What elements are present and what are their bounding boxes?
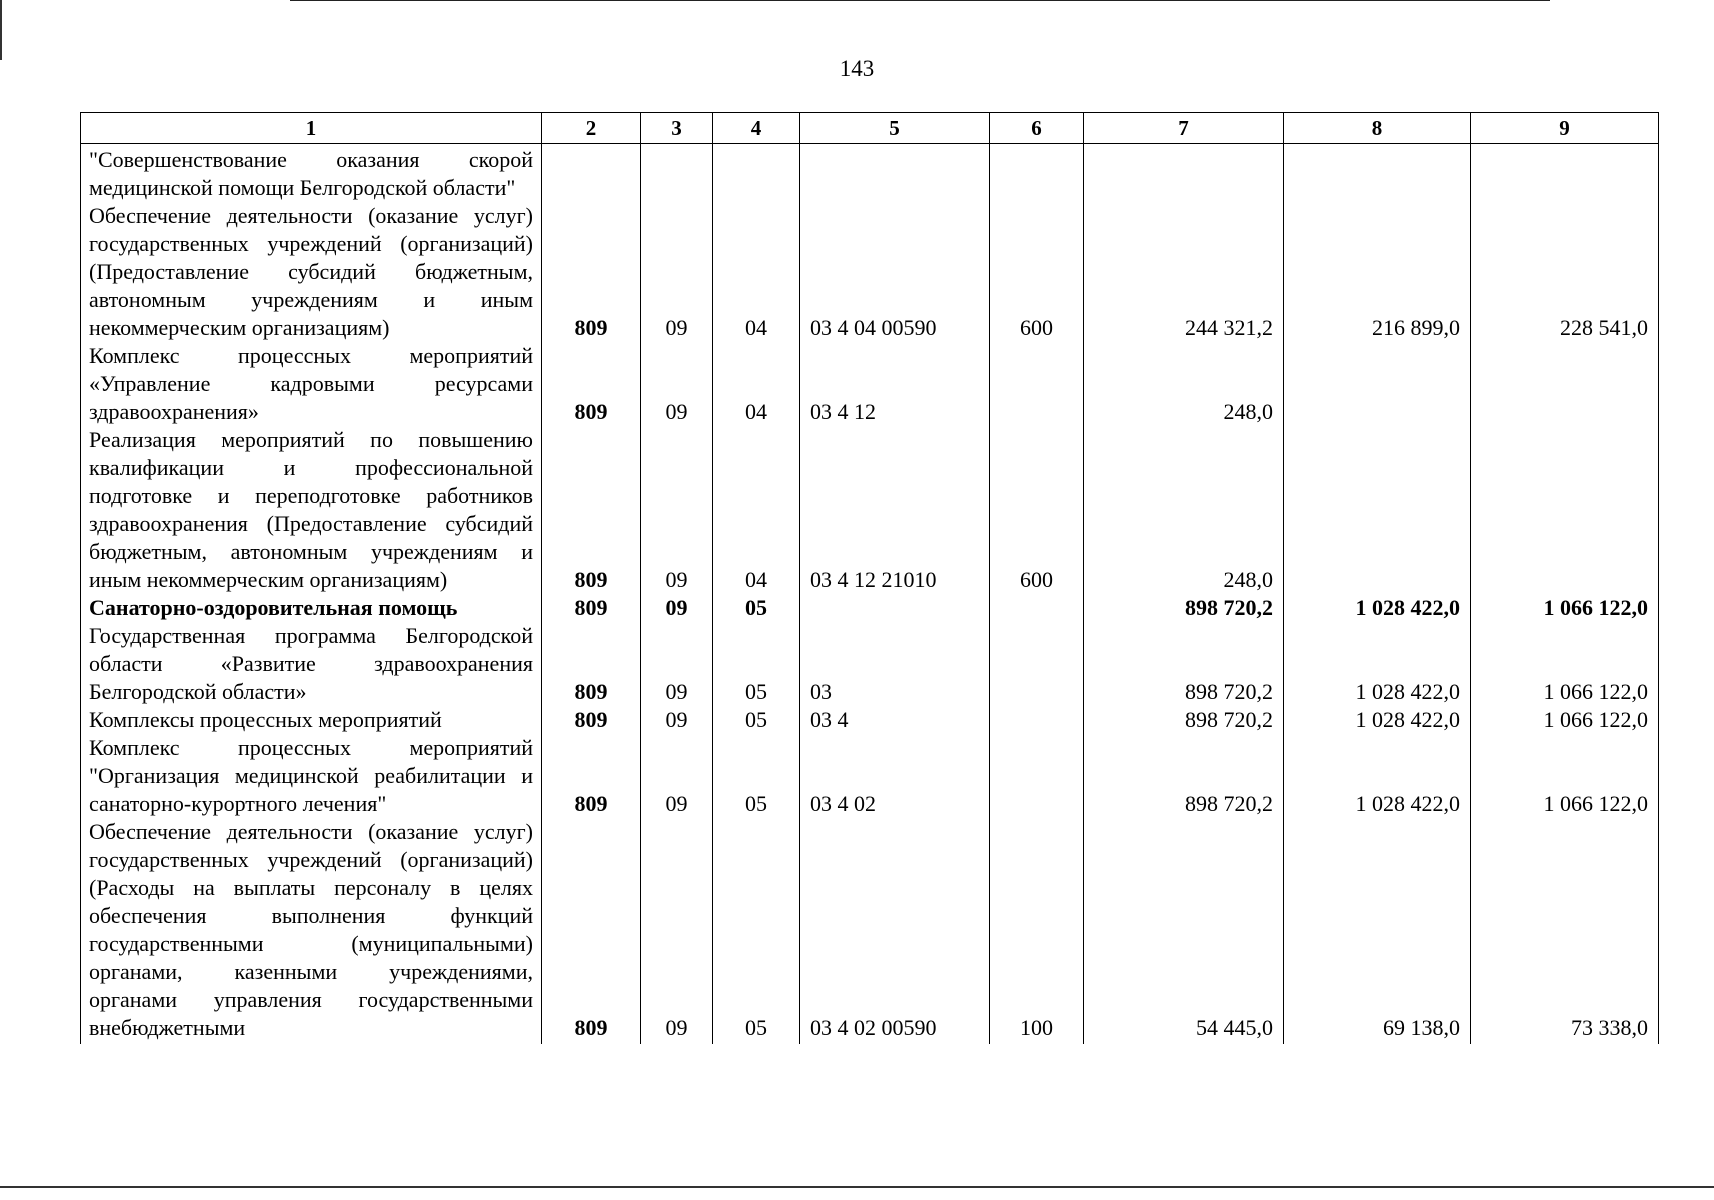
cell-amount-year2 — [1284, 342, 1471, 426]
budget-table — [80, 112, 1659, 1044]
cell-name: Комплексы процессных мероприятий — [81, 706, 542, 734]
cell-section: 09 — [641, 734, 713, 818]
cell-amount-year1 — [1084, 144, 1284, 203]
cell-section — [641, 144, 713, 203]
table-row — [81, 144, 1659, 203]
cell-subsection: 05 — [713, 622, 800, 706]
cell-amount-year2: 1 028 422,0 — [1284, 706, 1471, 734]
cell-subsection: 05 — [713, 734, 800, 818]
col-header-2: 2 — [542, 113, 641, 144]
header-row — [81, 113, 1659, 144]
cell-section: 09 — [641, 706, 713, 734]
cell-subsection: 05 — [713, 818, 800, 1044]
cell-amount-year1: 244 321,2 — [1084, 202, 1284, 342]
cell-target-article: 03 4 — [800, 706, 990, 734]
cell-expense-type — [990, 594, 1084, 622]
table-row — [81, 426, 1659, 594]
cell-amount-year3: 1 066 122,0 — [1471, 706, 1659, 734]
scan-edge-bottom — [0, 1186, 1714, 1188]
cell-name: Обеспечение деятельности (оказание услуг) государственных учреждений (организаций) (Расходы на выплаты персоналу в целях обеспечения выполнения функций государственными (муниципальными) органами, казенными учреждениями, органами управления государственными внебюджетными — [81, 818, 542, 1044]
cell-amount-year3 — [1471, 426, 1659, 594]
cell-name: Государственная программа Белгородской области «Развитие здравоохранения Белгородской области» — [81, 622, 542, 706]
col-header-1: 1 — [81, 113, 542, 144]
cell-amount-year1: 54 445,0 — [1084, 818, 1284, 1044]
table-row — [81, 734, 1659, 818]
cell-section: 09 — [641, 622, 713, 706]
table-row — [81, 342, 1659, 426]
cell-amount-year3: 1 066 122,0 — [1471, 594, 1659, 622]
table-body — [81, 144, 1659, 1045]
cell-section: 09 — [641, 426, 713, 594]
table-row — [81, 594, 1659, 622]
cell-expense-type — [990, 144, 1084, 203]
cell-section: 09 — [641, 818, 713, 1044]
cell-expense-type — [990, 706, 1084, 734]
cell-name: "Совершенствование оказания скорой медицинской помощи Белгородской области" — [81, 144, 542, 203]
cell-target-article — [800, 594, 990, 622]
col-header-5: 5 — [800, 113, 990, 144]
cell-target-article: 03 4 12 — [800, 342, 990, 426]
cell-name: Комплекс процессных мероприятий "Организация медицинской реабилитации и санаторно-курортного лечения" — [81, 734, 542, 818]
cell-subsection: 04 — [713, 202, 800, 342]
cell-section: 09 — [641, 342, 713, 426]
scan-edge-left — [0, 0, 2, 60]
cell-target-article: 03 4 02 00590 — [800, 818, 990, 1044]
cell-amount-year2 — [1284, 144, 1471, 203]
col-header-4: 4 — [713, 113, 800, 144]
col-header-7: 7 — [1084, 113, 1284, 144]
table-row — [81, 706, 1659, 734]
cell-expense-type — [990, 342, 1084, 426]
cell-amount-year3 — [1471, 144, 1659, 203]
cell-target-article: 03 4 04 00590 — [800, 202, 990, 342]
cell-amount-year1: 248,0 — [1084, 342, 1284, 426]
table-row — [81, 818, 1659, 1044]
col-header-9: 9 — [1471, 113, 1659, 144]
table-row — [81, 202, 1659, 342]
cell-amount-year1: 898 720,2 — [1084, 706, 1284, 734]
cell-amount-year1: 898 720,2 — [1084, 594, 1284, 622]
table-row — [81, 622, 1659, 706]
cell-amount-year1: 898 720,2 — [1084, 622, 1284, 706]
cell-section: 09 — [641, 594, 713, 622]
col-header-3: 3 — [641, 113, 713, 144]
cell-amount-year2: 1 028 422,0 — [1284, 734, 1471, 818]
cell-code: 809 — [542, 734, 641, 818]
cell-expense-type: 600 — [990, 426, 1084, 594]
cell-amount-year3 — [1471, 342, 1659, 426]
cell-amount-year3: 73 338,0 — [1471, 818, 1659, 1044]
cell-name: Реализация мероприятий по повышению квалификации и профессиональной подготовке и переподготовке работников здравоохранения (Предоставление субсидий бюджетным, автономным учреждениям и иным некоммерческим организациям) — [81, 426, 542, 594]
cell-amount-year2: 216 899,0 — [1284, 202, 1471, 342]
cell-code: 809 — [542, 706, 641, 734]
cell-expense-type: 100 — [990, 818, 1084, 1044]
cell-code: 809 — [542, 818, 641, 1044]
cell-code: 809 — [542, 342, 641, 426]
cell-amount-year2: 69 138,0 — [1284, 818, 1471, 1044]
cell-name: Санаторно-оздоровительная помощь — [81, 594, 542, 622]
cell-target-article — [800, 144, 990, 203]
cell-name: Обеспечение деятельности (оказание услуг) государственных учреждений (организаций) (Предоставление субсидий бюджетным, автономным учреждениям и иным некоммерческим организациям) — [81, 202, 542, 342]
cell-name: Комплекс процессных мероприятий «Управление кадровыми ресурсами здравоохранения» — [81, 342, 542, 426]
cell-amount-year1: 248,0 — [1084, 426, 1284, 594]
cell-subsection — [713, 144, 800, 203]
cell-target-article: 03 4 02 — [800, 734, 990, 818]
cell-amount-year3: 1 066 122,0 — [1471, 734, 1659, 818]
cell-target-article: 03 4 12 21010 — [800, 426, 990, 594]
cell-code: 809 — [542, 426, 641, 594]
cell-subsection: 05 — [713, 594, 800, 622]
cell-amount-year1: 898 720,2 — [1084, 734, 1284, 818]
cell-amount-year3: 1 066 122,0 — [1471, 622, 1659, 706]
page-number: 143 — [839, 56, 875, 81]
cell-target-article: 03 — [800, 622, 990, 706]
col-header-6: 6 — [990, 113, 1084, 144]
cell-expense-type — [990, 734, 1084, 818]
cell-expense-type — [990, 622, 1084, 706]
cell-code: 809 — [542, 622, 641, 706]
cell-amount-year2 — [1284, 426, 1471, 594]
cell-section: 09 — [641, 202, 713, 342]
cell-amount-year3: 228 541,0 — [1471, 202, 1659, 342]
scan-edge-top — [290, 0, 1550, 1]
col-header-8: 8 — [1284, 113, 1471, 144]
cell-amount-year2: 1 028 422,0 — [1284, 622, 1471, 706]
cell-subsection: 04 — [713, 426, 800, 594]
cell-subsection: 04 — [713, 342, 800, 426]
cell-subsection: 05 — [713, 706, 800, 734]
cell-code: 809 — [542, 202, 641, 342]
cell-amount-year2: 1 028 422,0 — [1284, 594, 1471, 622]
cell-code: 809 — [542, 594, 641, 622]
cell-expense-type: 600 — [990, 202, 1084, 342]
cell-code — [542, 144, 641, 203]
